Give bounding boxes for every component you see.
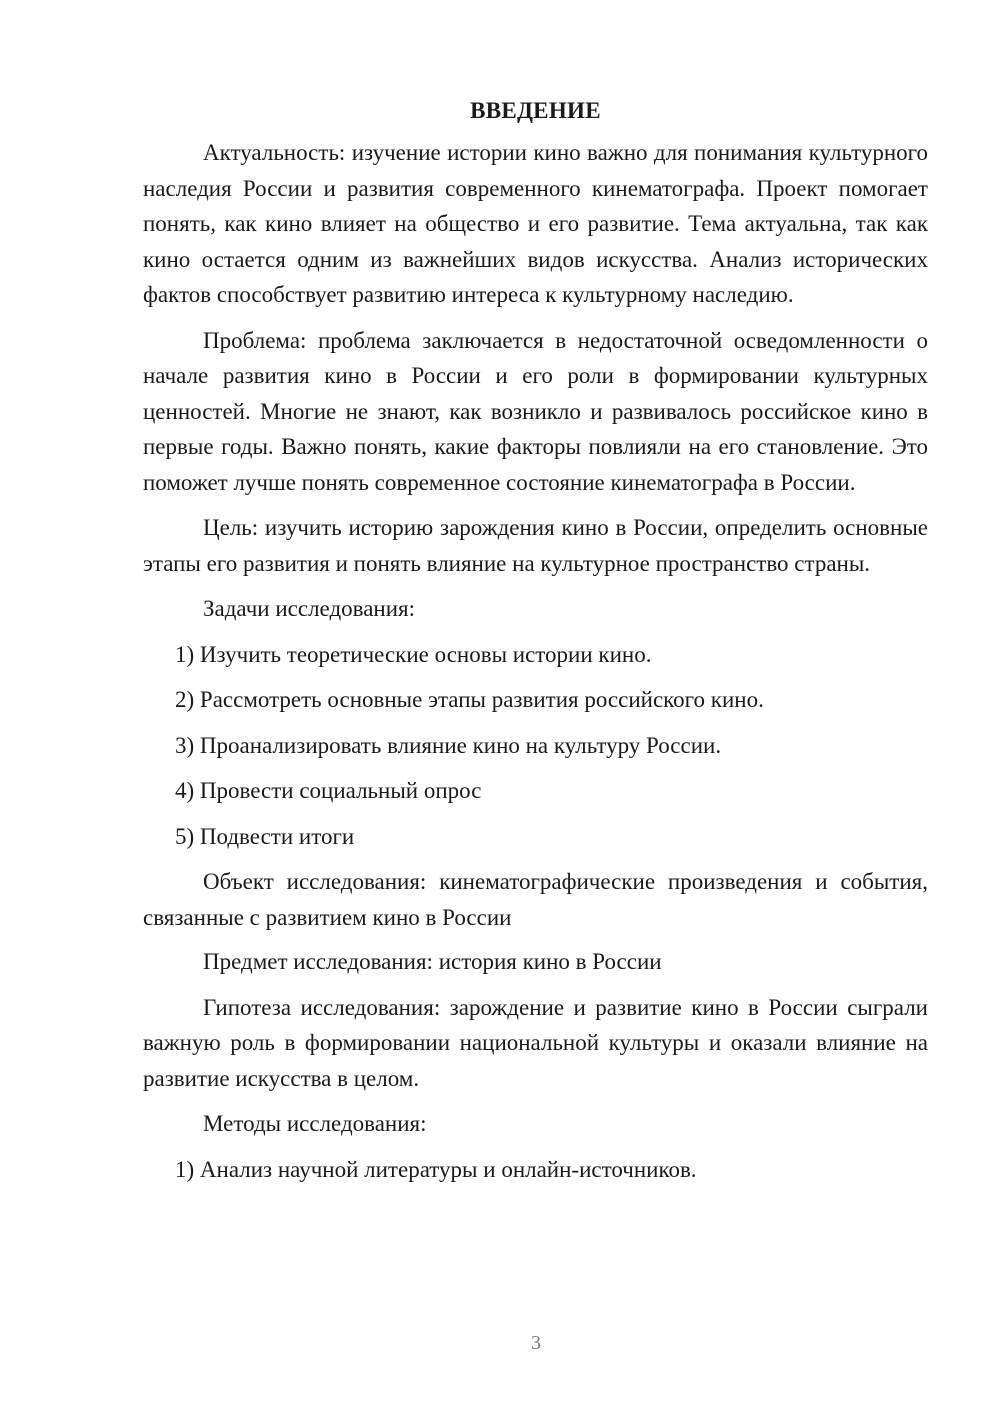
page-number: 3 (531, 1332, 541, 1354)
page-content (143, 93, 928, 1197)
methods-title: Методы исследования: (203, 1111, 427, 1136)
hypothesis-paragraph: Гипотеза исследования: зарождение и развитие кино в России сыграли важную роль в формировании национальной культуры и оказали влияние на развитие искусства в целом. (143, 994, 928, 1091)
method-item: 1) Анализ научной литературы и онлайн-источников. (175, 1156, 697, 1182)
tasks-title: Задачи исследования: (203, 596, 416, 621)
subject-paragraph: Предмет исследования: история кино в России (203, 949, 662, 974)
task-item: 5) Подвести итоги (175, 823, 355, 849)
problem-paragraph: Проблема: проблема заключается в недостаточной осведомленности о начале развития кино в России и его роли в формировании культурных ценностей. Многие не знают, как возникло и развивалось российское кино в первые годы. Важно понять, какие факторы повлияли на его становление. Это поможет лучше понять современное состояние кинематографа в России. (143, 327, 928, 495)
task-item: 2) Рассмотреть основные этапы развития российского кино. (175, 687, 764, 712)
section-heading: ВВЕДЕНИЕ (470, 98, 601, 123)
goal-paragraph: Цель: изучить историю зарождения кино в России, определить основные этапы его развития и понять влияние на культурное пространство страны. (143, 515, 928, 576)
task-item: 4) Провести социальный опрос (175, 778, 482, 803)
task-item: 3) Проанализировать влияние кино на культуру России. (175, 732, 722, 758)
relevance-paragraph: Актуальность: изучение истории кино важно для понимания культурного наследия России и развития современного кинематографа. Проект помогает понять, как кино влияет на общество и его развитие. Тема актуальна, так как кино остается одним из важнейших видов искусства. Анализ исторических фактов способствует развитию интереса к культурному наследию. (143, 140, 928, 307)
object-paragraph: Объект исследования: кинематографические произведения и события, связанные с развитием кино в России (143, 869, 928, 930)
task-item: 1) Изучить теоретические основы истории кино. (175, 641, 652, 667)
